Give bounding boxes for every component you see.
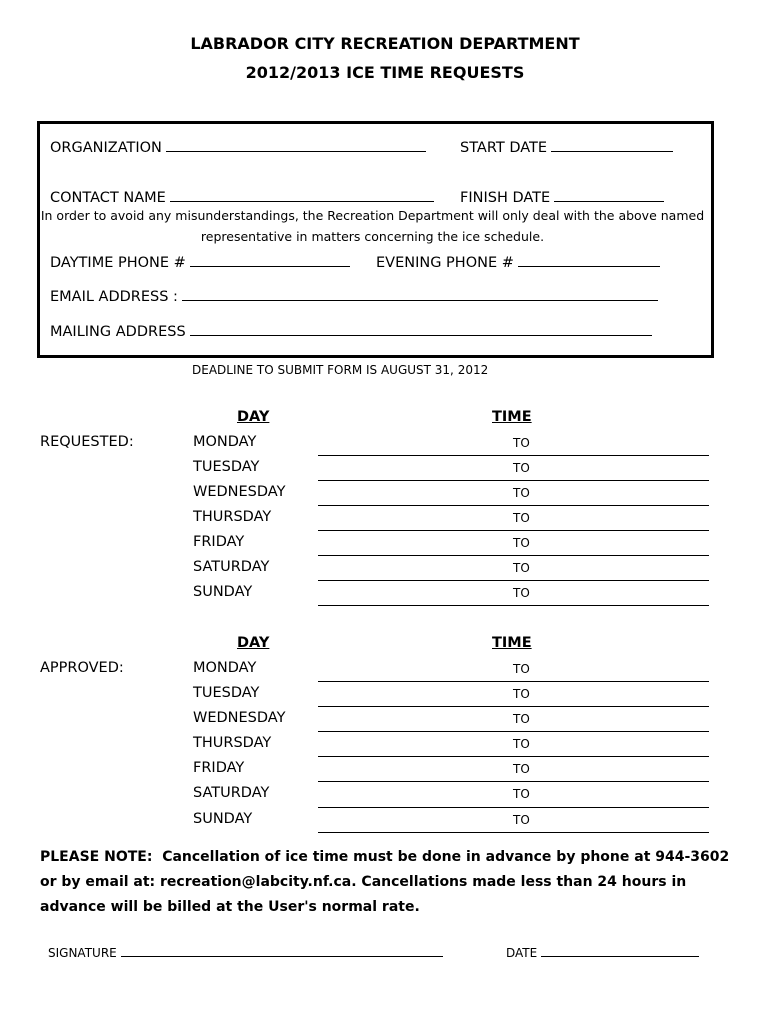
mailing-address-label: MAILING ADDRESS <box>50 324 186 340</box>
requested-to-saturday: TO <box>513 561 530 575</box>
mailing-address-field[interactable] <box>190 321 652 336</box>
start-date-field[interactable] <box>551 137 673 152</box>
signature-field[interactable] <box>121 944 443 957</box>
requested-day-header: DAY <box>237 409 270 425</box>
mailing-address-row <box>50 321 652 340</box>
approved-to-sunday: TO <box>513 813 530 827</box>
approved-day-wednesday: WEDNESDAY <box>193 710 286 726</box>
notice-lead: PLEASE NOTE: <box>40 849 153 865</box>
finish-date-field[interactable] <box>554 187 664 202</box>
evening-phone-label: EVENING PHONE # <box>376 255 514 271</box>
approved-time-line-saturday[interactable] <box>318 807 709 808</box>
email-label: EMAIL ADDRESS : <box>50 289 178 305</box>
date-label: DATE <box>506 946 538 960</box>
approved-time-line-tuesday[interactable] <box>318 706 709 707</box>
requested-to-monday: TO <box>513 436 530 450</box>
contact-note-line1: In order to avoid any misunderstandings, the Recreation Department will only deal with the above named <box>40 208 705 223</box>
approved-to-monday: TO <box>513 662 530 676</box>
requested-day-thursday: THURSDAY <box>193 509 272 525</box>
requested-day-saturday: SATURDAY <box>193 559 270 575</box>
organization-field[interactable] <box>166 137 426 152</box>
requested-day-monday: MONDAY <box>193 434 257 450</box>
daytime-phone-row <box>50 252 350 271</box>
contact-name-label: CONTACT NAME <box>50 190 166 206</box>
approved-time-line-sunday[interactable] <box>318 832 709 833</box>
approved-day-monday: MONDAY <box>193 660 257 676</box>
requested-day-tuesday: TUESDAY <box>193 459 260 475</box>
requested-time-line-friday[interactable] <box>318 555 709 556</box>
daytime-phone-label: DAYTIME PHONE # <box>50 255 186 271</box>
approved-day-friday: FRIDAY <box>193 760 245 776</box>
signature-row <box>48 944 443 960</box>
approved-time-line-friday[interactable] <box>318 781 709 782</box>
deadline-text: DEADLINE TO SUBMIT FORM IS AUGUST 31, 2012 <box>192 363 489 377</box>
approved-day-thursday: THURSDAY <box>193 735 272 751</box>
notice-text-1: Cancellation of ice time must be done in advance by phone at 944-3602 <box>162 849 730 865</box>
requested-day-sunday: SUNDAY <box>193 584 253 600</box>
approved-time-line-thursday[interactable] <box>318 756 709 757</box>
requested-to-thursday: TO <box>513 511 530 525</box>
notice-line1 <box>40 849 729 865</box>
approved-to-friday: TO <box>513 762 530 776</box>
approved-to-thursday: TO <box>513 737 530 751</box>
requested-label: REQUESTED: <box>40 434 134 450</box>
requested-day-wednesday: WEDNESDAY <box>193 484 286 500</box>
approved-to-tuesday: TO <box>513 687 530 701</box>
requested-time-line-saturday[interactable] <box>318 580 709 581</box>
contact-name-field[interactable] <box>170 187 434 202</box>
finish-date-row <box>460 187 664 206</box>
evening-phone-row <box>376 252 660 271</box>
email-field[interactable] <box>182 286 658 301</box>
form-subtitle: 2012/2013 ICE TIME REQUESTS <box>245 63 525 82</box>
approved-day-header: DAY <box>237 635 270 651</box>
notice-line3: advance will be billed at the User's normal rate. <box>40 899 420 915</box>
organization-label: ORGANIZATION <box>50 140 162 156</box>
requested-time-line-wednesday[interactable] <box>318 505 709 506</box>
organization-row <box>50 137 426 156</box>
date-field[interactable] <box>541 944 699 957</box>
contact-note-line2: representative in matters concerning the ice schedule. <box>200 229 545 244</box>
approved-time-line-monday[interactable] <box>318 681 709 682</box>
approved-time-line-wednesday[interactable] <box>318 731 709 732</box>
requested-to-friday: TO <box>513 536 530 550</box>
requested-time-line-tuesday[interactable] <box>318 480 709 481</box>
requested-day-friday: FRIDAY <box>193 534 245 550</box>
approved-to-saturday: TO <box>513 787 530 801</box>
requested-to-tuesday: TO <box>513 461 530 475</box>
requested-time-header: TIME <box>492 409 532 425</box>
daytime-phone-field[interactable] <box>190 252 350 267</box>
approved-to-wednesday: TO <box>513 712 530 726</box>
date-row <box>506 944 699 960</box>
requested-to-wednesday: TO <box>513 486 530 500</box>
approved-time-header: TIME <box>492 635 532 651</box>
approved-day-tuesday: TUESDAY <box>193 685 260 701</box>
approved-day-sunday: SUNDAY <box>193 811 253 827</box>
contact-name-row <box>50 187 434 206</box>
evening-phone-field[interactable] <box>518 252 660 267</box>
email-row <box>50 286 658 305</box>
start-date-label: START DATE <box>460 140 548 156</box>
start-date-row <box>460 137 673 156</box>
requested-to-sunday: TO <box>513 586 530 600</box>
requested-time-line-thursday[interactable] <box>318 530 709 531</box>
requested-time-line-sunday[interactable] <box>318 605 709 606</box>
notice-line2: or by email at: recreation@labcity.nf.ca. Cancellations made less than 24 hours in <box>40 874 687 890</box>
approved-label: APPROVED: <box>40 660 124 676</box>
form-title: LABRADOR CITY RECREATION DEPARTMENT <box>190 34 580 53</box>
signature-label: SIGNATURE <box>48 946 117 960</box>
requested-time-line-monday[interactable] <box>318 455 709 456</box>
approved-day-saturday: SATURDAY <box>193 785 270 801</box>
finish-date-label: FINISH DATE <box>460 190 551 206</box>
